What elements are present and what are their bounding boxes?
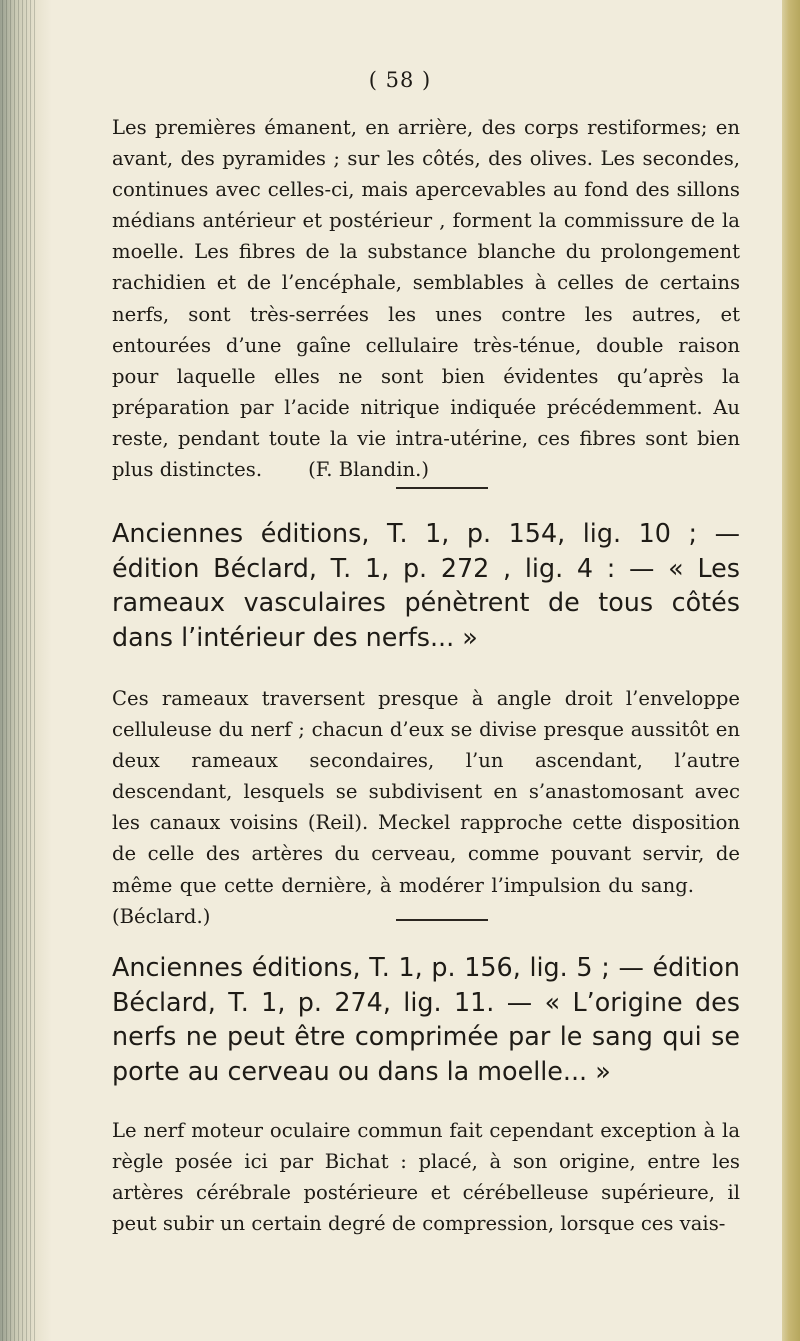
spine-texture xyxy=(2,0,38,1341)
paragraph-1 xyxy=(112,112,740,485)
paragraph-3 xyxy=(112,683,740,932)
paragraph-2 xyxy=(112,516,740,654)
paragraph-2-text: Anciennes éditions, T. 1, p. 154, lig. 10 ; — édition Béclard, T. 1, p. 272 , lig. 4 : — « Les rameaux vasculaires pénètrent de tous côtés dans l’intérieur des nerfs... » xyxy=(112,518,740,652)
signature-blandin: (F. Blandin.) xyxy=(308,458,429,482)
paragraph-4 xyxy=(112,950,740,1088)
paragraph-4-text: Anciennes éditions, T. 1, p. 156, lig. 5 ; — édition Béclard, T. 1, p. 274, lig. 11. — « L’origine des nerfs ne peut être comprimée par le sang qui se porte au cerveau ou dans la moelle... » xyxy=(112,952,740,1086)
paragraph-5 xyxy=(112,1115,740,1239)
divider-1 xyxy=(396,487,488,489)
page-edge xyxy=(782,0,800,1341)
paragraph-3-text: Ces rameaux traversent presque à angle droit l’enveloppe celluleuse du nerf ; chacun d’eux se divise presque aussitôt en deux rameaux secondaires, l’un ascendant, l’autre descendant, lesquels se subdivisent en s’anastomosant avec les canaux voisins (Reil). Meckel rapproche cette disposition de celle des artères du cerveau, comme pouvant servir, de même que cette dernière, à modérer l’impulsion du sang. xyxy=(112,687,740,897)
paragraph-1-text: Les premières émanent, en arrière, des corps restiformes; en avant, des pyramides ; sur les côtés, des olives. Les secondes, continues avec celles-ci, mais apercevables au fond des sillons médians antérieur et postérieur , forment la commissure de la moelle. Les fibres de la substance blanche du prolongement rachidien et de l’encéphale, semblables à celles de certains nerfs, sont très-serrées les unes contre les autres, et entourées d’une gaîne cellulaire très-ténue, double raison pour laquelle elles ne sont bien évidentes qu’après la préparation par l’acide nitrique indiquée précédemment. Au reste, pendant toute la vie intra-utérine, ces fibres sont bien plus distinctes. xyxy=(112,116,740,482)
signature-beclard: (Béclard.) xyxy=(112,904,211,928)
divider-2 xyxy=(396,919,488,921)
book-spine xyxy=(0,0,52,1341)
page-number: ( 58 ) xyxy=(368,68,432,92)
paragraph-5-text: Le nerf moteur oculaire commun fait cependant exception à la règle posée ici par Bichat : placé, à son origine, entre les artères cérébrale postérieure et cérébelleuse supérieure, il peut subir un certain degré de compression, lorsque ces vais- xyxy=(112,1119,740,1236)
